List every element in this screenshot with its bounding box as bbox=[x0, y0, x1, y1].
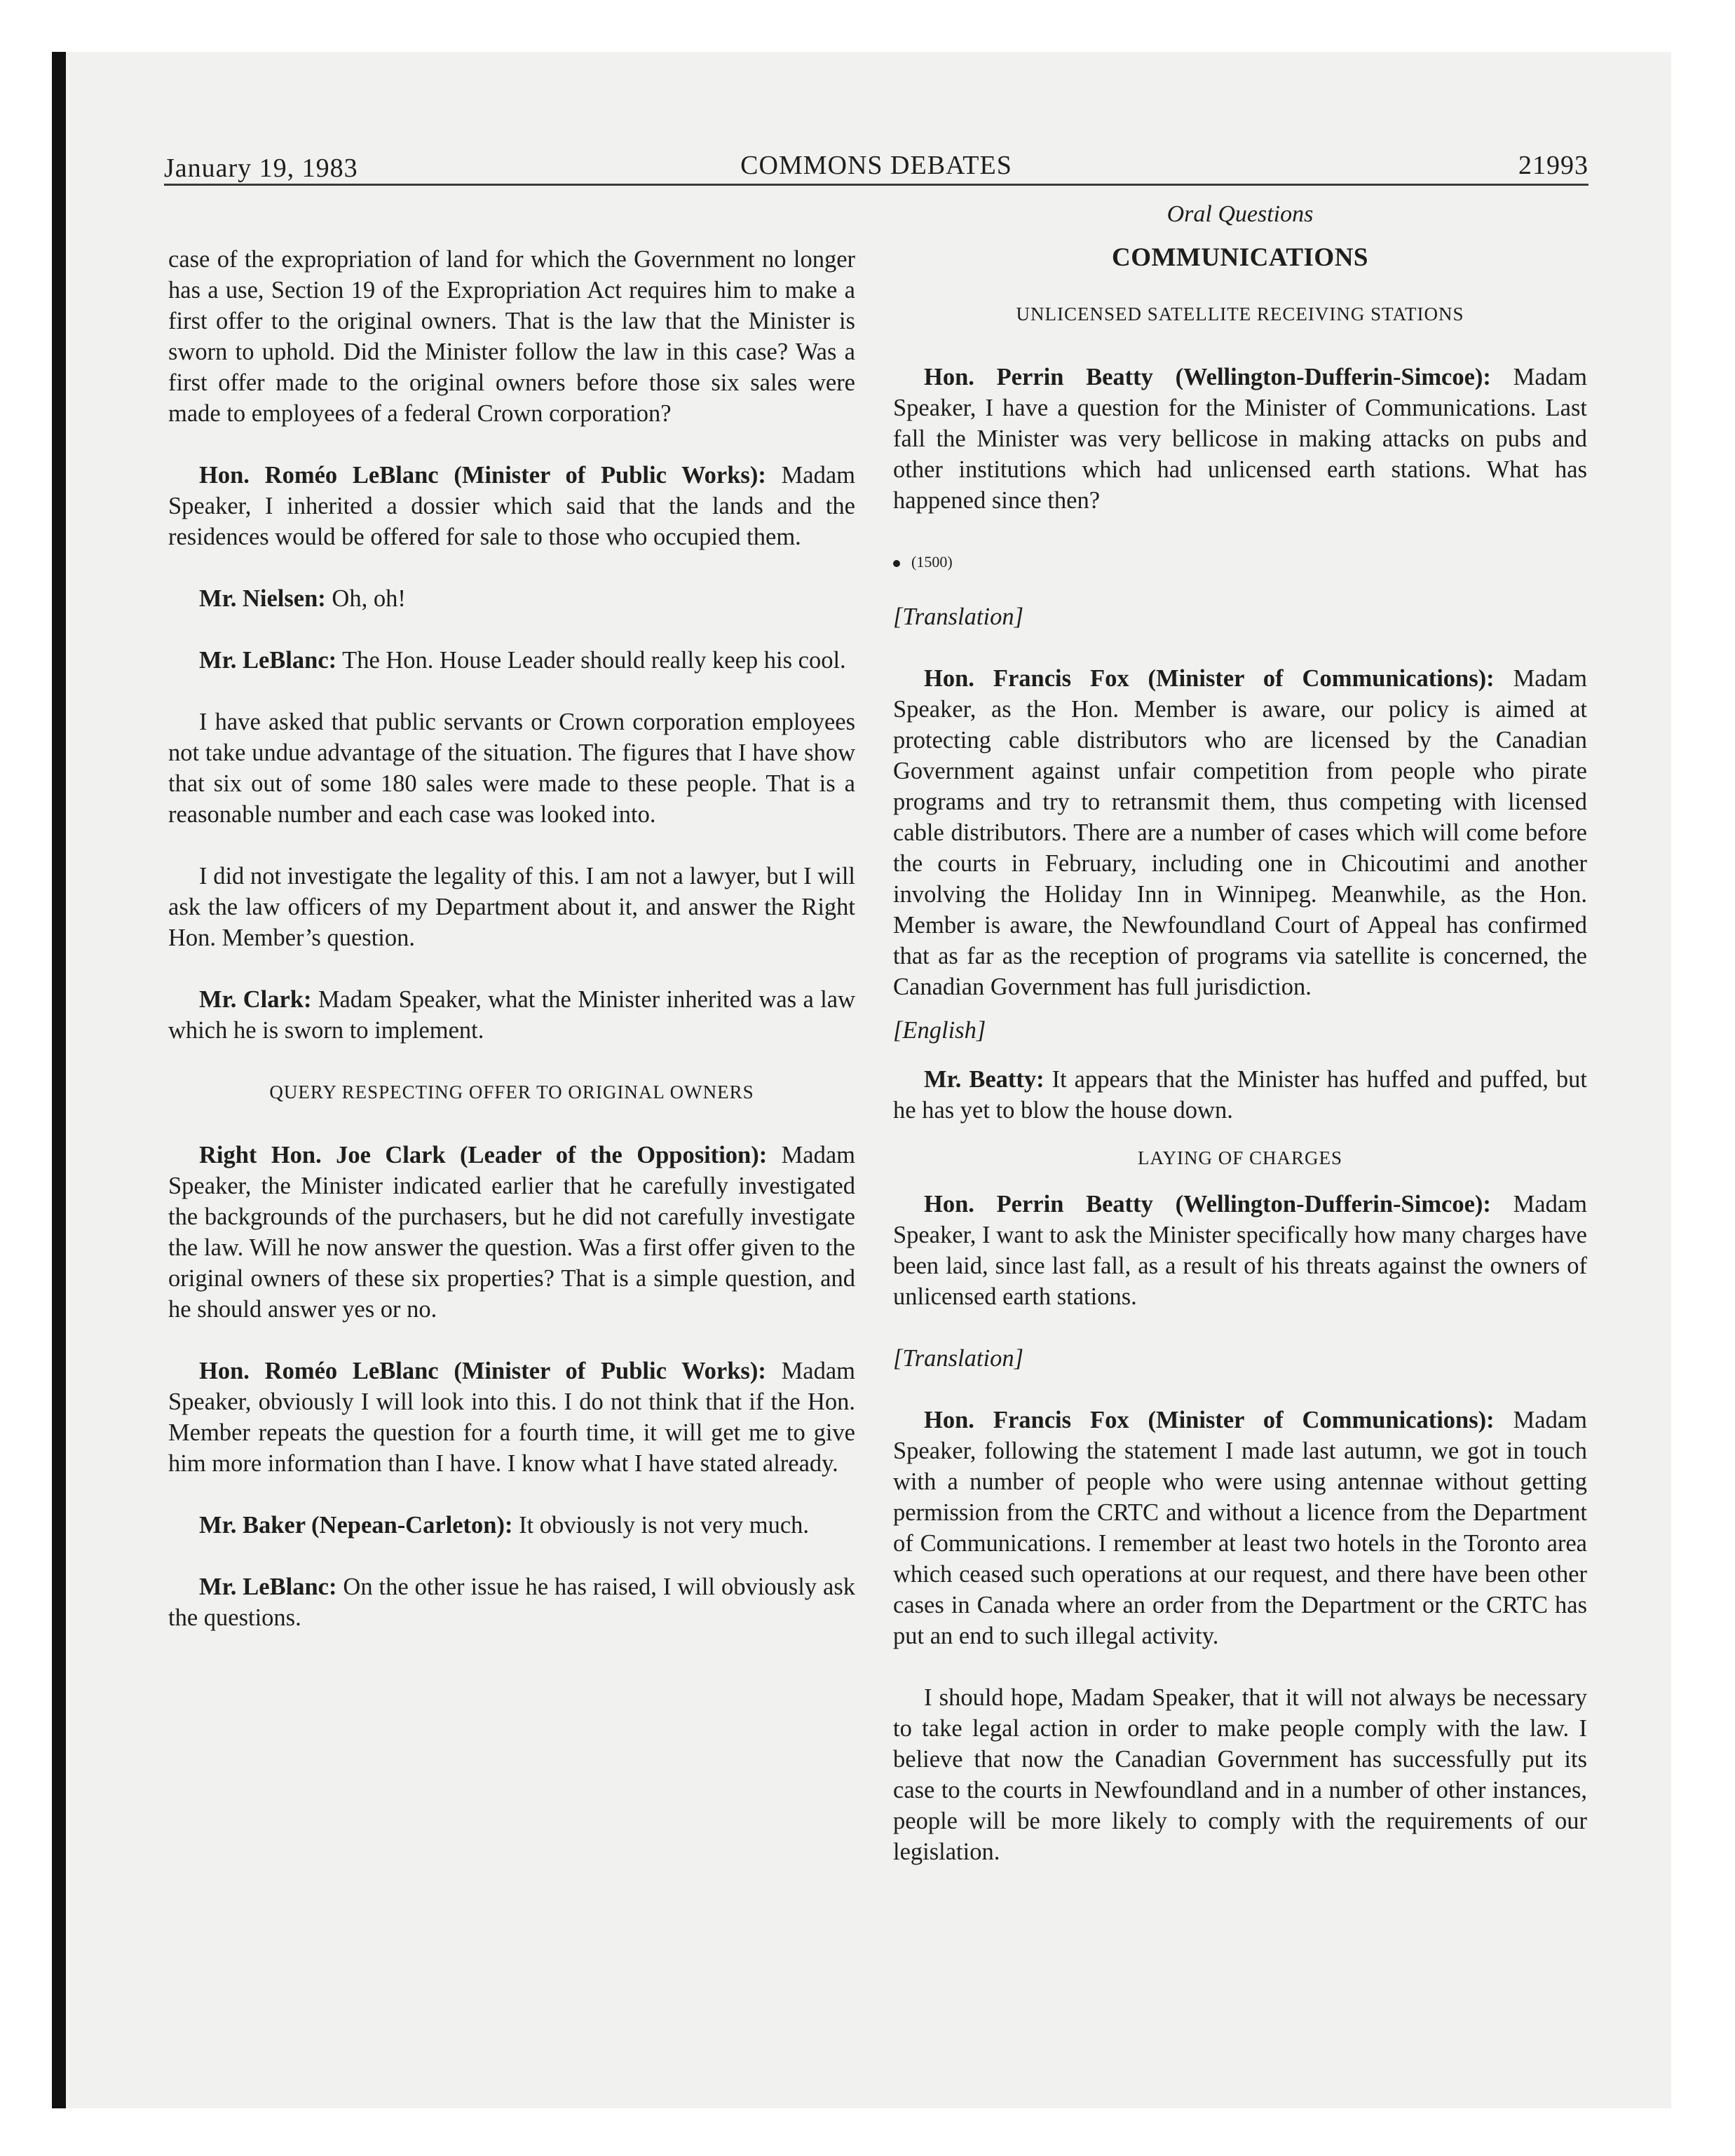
speech bbox=[893, 663, 1587, 1002]
header-date: January 19, 1983 bbox=[164, 153, 358, 183]
speaker-name: Hon. Roméo LeBlanc (Minister of Public Works): bbox=[199, 1358, 766, 1384]
speaker-name: Hon. Francis Fox (Minister of Communications): bbox=[924, 665, 1495, 692]
speech bbox=[893, 1189, 1587, 1312]
language-marker: [Translation] bbox=[893, 1345, 1023, 1372]
speech-text: Oh, oh! bbox=[325, 585, 406, 612]
subheading: UNLICENSED SATELLITE RECEIVING STATIONS bbox=[1016, 303, 1464, 325]
speaker-name: Hon. Roméo LeBlanc (Minister of Public Works): bbox=[199, 462, 766, 489]
speech bbox=[168, 1571, 855, 1633]
speaker-name: Mr. Beatty: bbox=[924, 1066, 1045, 1093]
speech-text: It obviously is not very much. bbox=[512, 1512, 810, 1538]
language-marker: [Translation] bbox=[893, 603, 1023, 630]
subheading: LAYING OF CHARGES bbox=[1137, 1147, 1343, 1168]
speech-text: Madam Speaker, I inherited a dossier which said that the lands and the residences would be offered for sale to those who occupied them. bbox=[168, 462, 855, 550]
speech-text: Madam Speaker, I have a question for the Minister of Communications. Last fall the Minister was very bellicose in making attacks on pubs and other institutions which had unlicensed earth stations. What has happened since then? bbox=[893, 364, 1587, 514]
section-title: COMMUNICATIONS bbox=[1111, 243, 1369, 272]
subheading: QUERY RESPECTING OFFER TO ORIGINAL OWNERS bbox=[269, 1082, 754, 1103]
scan-binding-edge bbox=[52, 52, 66, 2108]
right-column bbox=[893, 199, 1587, 1898]
language-marker: [English] bbox=[893, 1017, 986, 1044]
timestamp bbox=[893, 547, 1587, 578]
speech bbox=[168, 583, 855, 614]
speech bbox=[168, 1140, 855, 1325]
bullet-icon bbox=[893, 560, 900, 567]
speech bbox=[893, 1064, 1587, 1126]
speaker-name: Mr. Baker (Nepean-Carleton): bbox=[199, 1512, 513, 1538]
speaker-name: Mr. LeBlanc: bbox=[199, 1574, 337, 1600]
timestamp-text: (1500) bbox=[911, 553, 953, 571]
speech bbox=[893, 362, 1587, 516]
speech-text: Madam Speaker, what the Minister inherited was a law which he is sworn to implement. bbox=[168, 986, 856, 1044]
speech bbox=[168, 1356, 855, 1479]
speech-text: On the other issue he has raised, I will obviously ask the questions. bbox=[168, 1574, 855, 1631]
speech-text: It appears that the Minister has huffed and puffed, but he has yet to blow the house down. bbox=[893, 1066, 1587, 1124]
speaker-name: Hon. Perrin Beatty (Wellington-Dufferin-Simcoe): bbox=[924, 364, 1491, 390]
speech-text: Madam Speaker, the Minister indicated earlier that he carefully investigated the backgrounds of the purchasers, but he did not carefully investigate the law. Will he now answer the question. Was a first offer given to the original owners of these six properties? That is a simple question, and he should answer yes or no. bbox=[168, 1142, 855, 1323]
paragraph: I should hope, Madam Speaker, that it will not always be necessary to take legal action in order to make people comply with the law. I believe that now the Canadian Government has successfully put its case to the courts in Newfoundland and in a number of other instances, people will be more likely to comply with the requirements of our legislation. bbox=[893, 1684, 1587, 1865]
speech bbox=[893, 1405, 1587, 1651]
speaker-name: Mr. Clark: bbox=[199, 986, 312, 1013]
left-column bbox=[168, 244, 855, 1664]
paragraph: I have asked that public servants or Crown corporation employees not take undue advantage of the situation. The figures that I have show that six out of some 180 sales were made to these people. That is a reasonable number and each case was looked into. bbox=[168, 709, 855, 828]
speech bbox=[168, 460, 855, 552]
speaker-name: Hon. Perrin Beatty (Wellington-Dufferin-Simcoe): bbox=[924, 1191, 1491, 1217]
speech bbox=[168, 1510, 855, 1541]
speech bbox=[168, 645, 855, 676]
speech-text: Madam Speaker, following the statement I made last autumn, we got in touch with a number of people who were using antennae without getting permission from the CRTC and without a licence from the Department of Communications. I remember at least two hotels in the Toronto area which ceased such operations at our request, and there have been other cases in Canada where an order from the Department or the CRTC has put an end to such illegal activity. bbox=[893, 1407, 1588, 1649]
paragraph: I did not investigate the legality of this. I am not a lawyer, but I will ask the law officers of my Department about it, and answer the Right Hon. Member’s question. bbox=[168, 863, 855, 951]
page-number: 21993 bbox=[1518, 151, 1588, 180]
speech-text: Madam Speaker, as the Hon. Member is aware, our policy is aimed at protecting cable distributors who are licensed by the Canadian Government against unfair competition from people who pirate programs and try to retransmit them, thus competing with licensed cable distributors. There are a number of cases which will come before the courts in February, including one in Chicoutimi and another involving the Holiday Inn in Winnipeg. Meanwhile, as the Hon. Member is aware, the Newfoundland Court of Appeal has confirmed that as far as the reception of programs via satellite is concerned, the Canadian Government has full jurisdiction. bbox=[893, 665, 1588, 1000]
page-header bbox=[164, 146, 1588, 186]
paragraph: case of the expropriation of land for which the Government no longer has a use, Section 19 of the Expropriation Act requires him to make a first offer to the original owners. That is the law that the Minister is sworn to uphold. Did the Minister follow the law in this case? Was a first offer made to the original owners before those six sales were made to employees of a federal Crown corporation? bbox=[168, 246, 855, 427]
speaker-name: Mr. Nielsen: bbox=[199, 585, 326, 612]
speech-text: Madam Speaker, I want to ask the Minister specifically how many charges have been laid, since last fall, as a result of his threats against the owners of unlicensed earth stations. bbox=[893, 1191, 1587, 1310]
speech bbox=[168, 984, 855, 1046]
speech-text: The Hon. House Leader should really keep his cool. bbox=[336, 647, 846, 674]
section-label: Oral Questions bbox=[1166, 201, 1314, 227]
speaker-name: Right Hon. Joe Clark (Leader of the Opposition): bbox=[199, 1142, 768, 1168]
speaker-name: Mr. LeBlanc: bbox=[199, 647, 337, 674]
speaker-name: Hon. Francis Fox (Minister of Communications): bbox=[924, 1407, 1495, 1433]
header-title: COMMONS DEBATES bbox=[740, 151, 1012, 180]
speech-text: Madam Speaker, obviously I will look into this. I do not think that if the Hon. Member repeats the question for a fourth time, it will get me to give him more information than I have. I know what I have stated already. bbox=[168, 1358, 855, 1477]
header-rule bbox=[164, 184, 1588, 186]
